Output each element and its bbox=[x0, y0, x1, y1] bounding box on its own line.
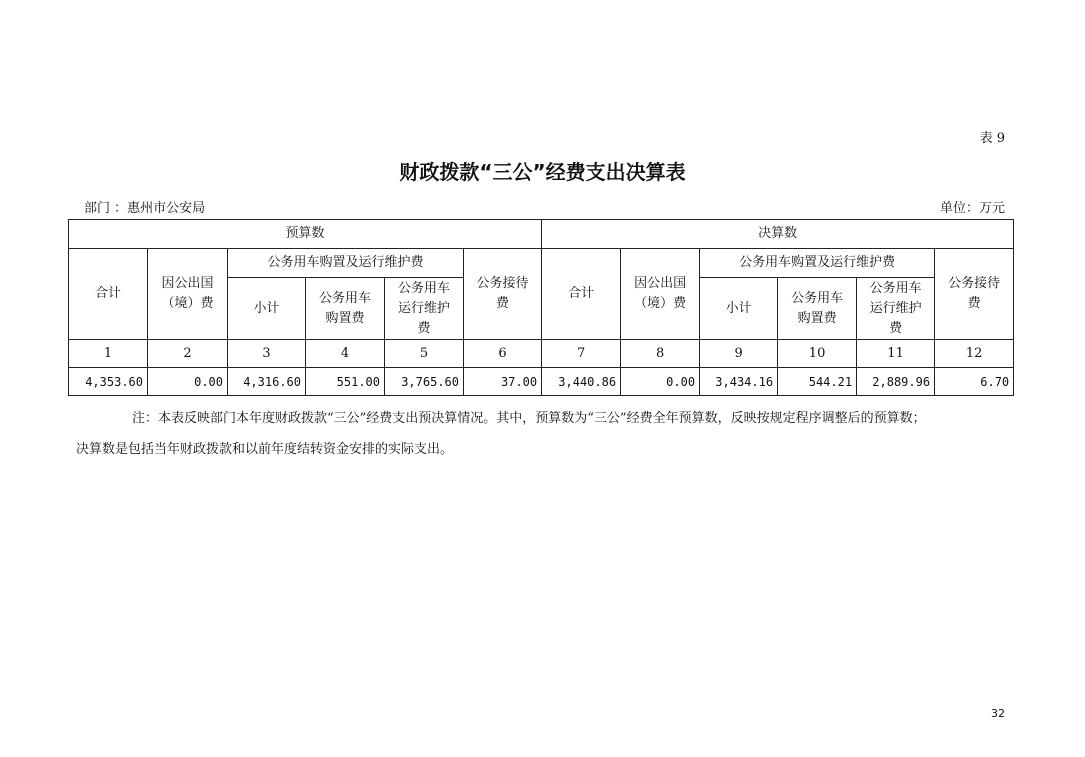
note-line-1: 注：本表反映部门本年度财政拨款“三公”经费支出预决算情况。其中，预算数为“三公”经费全年预算数，反映按规定程序调整后的预算数； bbox=[132, 411, 926, 426]
column-number: 4 bbox=[306, 340, 385, 368]
budget-purchase-value: 551.00 bbox=[306, 368, 385, 396]
column-number: 6 bbox=[464, 340, 542, 368]
final-operate-header: 公务用车 运行维护 费 bbox=[857, 278, 935, 340]
final-subtotal-header: 小计 bbox=[700, 278, 778, 340]
final-reception-value: 6.70 bbox=[935, 368, 1014, 396]
final-purchase-header: 公务用车 购置费 bbox=[778, 278, 857, 340]
final-total-value: 3,440.86 bbox=[542, 368, 621, 396]
budget-vehicle-header: 公务用车购置及运行维护费 bbox=[228, 249, 464, 278]
budget-abroad-value: 0.00 bbox=[148, 368, 228, 396]
column-number: 10 bbox=[778, 340, 857, 368]
budget-operate-header: 公务用车 运行维护 费 bbox=[385, 278, 464, 340]
column-number: 7 bbox=[542, 340, 621, 368]
budget-abroad-header: 因公出国 （境）费 bbox=[148, 249, 228, 340]
department-label: 部门 ：惠州市公安局 bbox=[84, 201, 206, 216]
final-reception-header: 公务接待 费 bbox=[935, 249, 1014, 340]
value-row bbox=[69, 368, 1014, 396]
final-group-header: 决算数 bbox=[542, 220, 1014, 249]
final-operate-value: 2,889.96 bbox=[857, 368, 935, 396]
budget-total-value: 4,353.60 bbox=[69, 368, 148, 396]
column-number: 8 bbox=[621, 340, 700, 368]
page-number: 32 bbox=[991, 707, 1005, 720]
column-number: 1 bbox=[69, 340, 148, 368]
table-number: 表 9 bbox=[979, 131, 1005, 146]
budget-purchase-header: 公务用车 购置费 bbox=[306, 278, 385, 340]
final-abroad-header: 因公出国 （境）费 bbox=[621, 249, 700, 340]
budget-subtotal-value: 4,316.60 bbox=[228, 368, 306, 396]
note-line-2: 决算数是包括当年财政拨款和以前年度结转资金安排的实际支出。 bbox=[76, 442, 454, 457]
final-total-header: 合计 bbox=[542, 249, 621, 340]
page-title: 财政拨款“三公”经费支出决算表 bbox=[399, 160, 686, 184]
unit-label: 单位：万元 bbox=[939, 201, 1005, 216]
final-vehicle-header: 公务用车购置及运行维护费 bbox=[700, 249, 935, 278]
final-purchase-value: 544.21 bbox=[778, 368, 857, 396]
budget-operate-value: 3,765.60 bbox=[385, 368, 464, 396]
column-number-row bbox=[69, 340, 1014, 368]
budget-reception-header: 公务接待 费 bbox=[464, 249, 542, 340]
column-number: 9 bbox=[700, 340, 778, 368]
final-subtotal-value: 3,434.16 bbox=[700, 368, 778, 396]
budget-subtotal-header: 小计 bbox=[228, 278, 306, 340]
expense-table bbox=[68, 219, 1014, 396]
table-note bbox=[76, 403, 1011, 465]
budget-reception-value: 37.00 bbox=[464, 368, 542, 396]
final-abroad-value: 0.00 bbox=[621, 368, 700, 396]
header-row-1 bbox=[69, 249, 1014, 278]
column-number: 3 bbox=[228, 340, 306, 368]
budget-total-header: 合计 bbox=[69, 249, 148, 340]
column-number: 5 bbox=[385, 340, 464, 368]
column-number: 11 bbox=[857, 340, 935, 368]
group-header-row bbox=[69, 220, 1014, 249]
budget-group-header: 预算数 bbox=[69, 220, 542, 249]
column-number: 12 bbox=[935, 340, 1014, 368]
column-number: 2 bbox=[148, 340, 228, 368]
